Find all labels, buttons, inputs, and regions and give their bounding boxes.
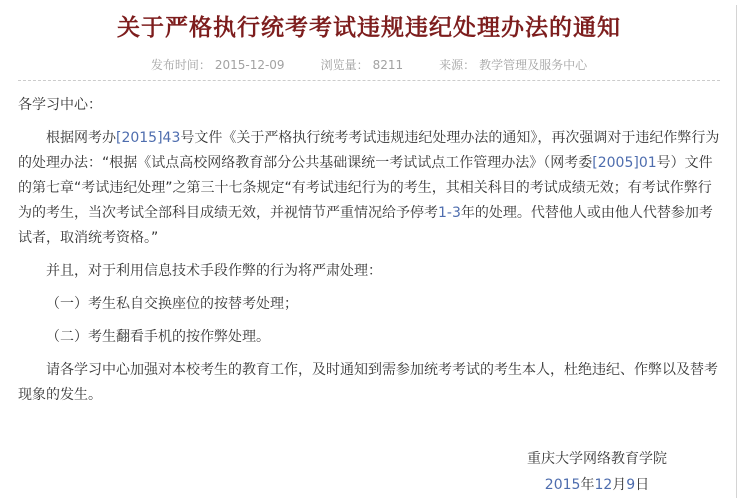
content-right-border	[736, 5, 737, 498]
text-segment: 根据网考办	[46, 130, 116, 146]
text-segment: 各学习中心：	[18, 97, 102, 113]
paragraph	[18, 358, 720, 408]
signature-block	[18, 446, 720, 498]
article-meta	[18, 56, 720, 73]
number-text: [2005]01	[592, 155, 657, 171]
article-body	[0, 81, 738, 498]
paragraph	[18, 259, 720, 284]
text-segment: （一）考生私自交换座位的按替考处理；	[46, 296, 298, 312]
text-segment: 日	[635, 477, 650, 493]
paragraph-list	[18, 93, 720, 408]
publish-time-label: 发布时间：	[150, 58, 211, 72]
source	[439, 56, 587, 73]
number-text: [2015]43	[116, 130, 181, 146]
text-segment: 号文件《关于严格执行统考考试违规违纪处理办法的通知》，再次强调对于违纪作弊行为的处理办法：“根据《试点高校网络教育部分公共基础课统一考试试点工作管理办法》（网考委	[18, 130, 720, 171]
text-segment: 请各学习中心加强对本校考生的教育工作，及时通知到需参加统考考试的考生本人，杜绝违纪、作弊以及替考现象的发生。	[18, 362, 718, 403]
publish-time-value: 2015-12-09	[214, 58, 285, 72]
paragraph	[18, 126, 720, 251]
paragraph	[18, 325, 720, 350]
number-text: 2015	[544, 477, 581, 493]
article-header	[0, 0, 738, 73]
text-segment: 月	[612, 477, 627, 493]
source-label: 来源：	[439, 58, 476, 72]
text-segment: 年	[580, 477, 595, 493]
publish-time	[151, 56, 285, 73]
view-count	[321, 56, 404, 73]
paragraph	[18, 93, 720, 118]
text-segment: （二）考生翻看手机的按作弊处理。	[46, 329, 270, 345]
paragraph	[18, 292, 720, 317]
view-count-label: 浏览量：	[320, 58, 369, 72]
number-text: 9	[626, 477, 636, 493]
number-text: 1-3	[438, 205, 461, 221]
signature-org: 重庆大学网络教育学院	[527, 451, 667, 467]
text-segment: 年的处理。代替他人或由他人代替参加考试者，取消统考资格。”	[18, 205, 713, 246]
page-title: 关于严格执行统考考试违规违纪处理办法的通知	[117, 15, 621, 41]
signature-inner	[527, 446, 667, 498]
text-segment: 并且，对于利用信息技术手段作弊的行为将严肃处理：	[46, 263, 382, 279]
source-value: 教学管理及服务中心	[479, 58, 588, 72]
signature-date	[527, 472, 667, 498]
text-segment: 号）文件的第七章“考试违纪处理”之第三十七条规定“有考试违纪行为的考生，其相关科目的考试成绩无效；有考试作弊行为的考生，当次考试全部科目成绩无效，并视情节严重情况给予停考	[18, 155, 713, 221]
number-text: 12	[594, 477, 613, 493]
view-count-value: 8211	[372, 58, 404, 72]
